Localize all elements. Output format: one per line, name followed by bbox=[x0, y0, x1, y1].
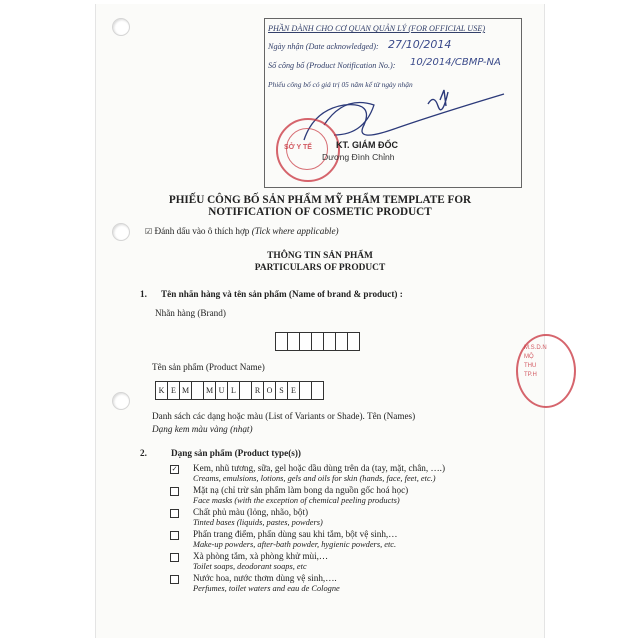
product-type-label-vi: Nước hoa, nước thơm dùng vệ sinh,…. bbox=[193, 573, 337, 583]
product-type-label-vi: Mặt nạ (chỉ trừ sản phẩm làm bong da nguồn gốc hoá học) bbox=[193, 485, 409, 495]
section-header-vi: THÔNG TIN SẢN PHẨM bbox=[267, 251, 373, 261]
product-type-label-en: Creams, emulsions, lotions, gels and oils for skin (hands, face, feet, etc.) bbox=[193, 474, 436, 483]
tick-instruction-vi: Đánh dấu vào ô thích hợp bbox=[154, 226, 250, 236]
product-name-label: Tên sản phẩm (Product Name) bbox=[152, 362, 265, 372]
side-seal bbox=[516, 334, 576, 408]
product-type-checkbox[interactable]: ✓ bbox=[171, 465, 178, 473]
product-cell[interactable]: M bbox=[179, 381, 192, 400]
brand-input-boxes[interactable] bbox=[275, 332, 359, 351]
tick-instruction bbox=[145, 226, 339, 236]
product-cell[interactable]: U bbox=[215, 381, 228, 400]
product-cell[interactable]: E bbox=[287, 381, 300, 400]
product-name-input-boxes[interactable] bbox=[155, 381, 323, 400]
brand-cell[interactable] bbox=[347, 332, 360, 351]
question-1-label: Tên nhãn hàng và tên sản phẩm (Name of brand & product) : bbox=[161, 289, 403, 299]
side-seal-text: THU bbox=[524, 363, 537, 369]
product-cell[interactable]: L bbox=[227, 381, 240, 400]
variants-value: Dạng kem màu vàng (nhạt) bbox=[152, 424, 253, 434]
product-cell[interactable]: S bbox=[275, 381, 288, 400]
punch-hole bbox=[112, 392, 130, 410]
product-cell[interactable]: M bbox=[203, 381, 216, 400]
product-type-label-vi: Phấn trang điểm, phấn dùng sau khi tắm, bột vệ sinh,… bbox=[193, 529, 398, 539]
product-type-label-en: Perfumes, toilet waters and eau de Cologne bbox=[193, 584, 340, 593]
product-type-checkbox[interactable] bbox=[170, 487, 179, 496]
product-cell[interactable] bbox=[311, 381, 324, 400]
product-cell[interactable]: E bbox=[167, 381, 180, 400]
product-type-checkbox[interactable] bbox=[170, 553, 179, 562]
official-use-header: PHẦN DÀNH CHO CƠ QUAN QUẢN LÝ (FOR OFFICIAL USE) bbox=[268, 24, 486, 33]
product-type-label-vi: Kem, nhũ tương, sữa, gel hoặc dầu dùng trên da (tay, mặt, chân, ….) bbox=[193, 463, 446, 473]
punch-hole bbox=[112, 18, 130, 36]
notification-number-label: Số công bố (Product Notification No.): bbox=[268, 61, 396, 70]
product-type-label-en: Make-up powders, after-bath powder, hygienic powders, etc. bbox=[193, 540, 397, 549]
brand-label: Nhãn hàng (Brand) bbox=[155, 308, 226, 318]
product-type-checkbox[interactable] bbox=[170, 509, 179, 518]
question-1-number: 1. bbox=[140, 289, 147, 299]
section-header-en: PARTICULARS OF PRODUCT bbox=[254, 263, 386, 273]
tick-instruction-en: (Tick where applicable) bbox=[251, 226, 339, 236]
notification-number-value: 10/2014/CBMP-NA bbox=[410, 57, 501, 68]
form-title-line2: NOTIFICATION OF COSMETIC PRODUCT bbox=[208, 206, 432, 218]
punch-hole bbox=[112, 223, 130, 241]
product-type-label-en: Toilet soaps, deodorant soaps, etc bbox=[193, 562, 307, 571]
side-seal-text: M.S.D.N bbox=[524, 345, 547, 351]
validity-note: Phiếu công bố có giá trị 05 năm kể từ ngày nhận bbox=[268, 80, 413, 89]
question-2-number: 2. bbox=[140, 448, 147, 458]
product-type-label-vi: Xà phòng tắm, xà phòng khử mùi,… bbox=[193, 551, 329, 561]
official-seal bbox=[276, 118, 340, 182]
product-cell[interactable]: K bbox=[155, 381, 168, 400]
signer-name: Dương Đình Chỉnh bbox=[322, 152, 395, 162]
product-cell[interactable]: R bbox=[251, 381, 264, 400]
checkbox-checked-icon: ☑ bbox=[145, 227, 153, 236]
product-cell[interactable]: O bbox=[263, 381, 276, 400]
product-type-label-vi: Chất phủ màu (lỏng, nhão, bột) bbox=[193, 507, 309, 517]
side-seal-text: MỘ bbox=[524, 354, 534, 360]
seal-text: SỞ Y TẾ bbox=[284, 144, 312, 151]
product-type-label-en: Tinted bases (liquids, pastes, powders) bbox=[193, 518, 323, 527]
variants-label: Danh sách các dạng hoặc màu (List of Variants or Shade). Tên (Names) bbox=[152, 411, 416, 421]
question-2-label: Dạng sản phẩm (Product type(s)) bbox=[171, 448, 301, 458]
side-seal-text: TP.H bbox=[524, 372, 537, 378]
form-title-line1: PHIẾU CÔNG BỐ SẢN PHẨM MỸ PHẨM TEMPLATE FOR bbox=[168, 194, 472, 206]
date-acknowledged-value: 27/10/2014 bbox=[388, 38, 452, 51]
product-type-checkbox[interactable] bbox=[170, 531, 179, 540]
product-type-label-en: Face masks (with the exception of chemical peeling products) bbox=[193, 496, 400, 505]
date-acknowledged-label: Ngày nhận (Date acknowledged): bbox=[268, 42, 379, 51]
signer-title: KT. GIÁM ĐỐC bbox=[336, 140, 398, 150]
product-type-checkbox[interactable] bbox=[170, 575, 179, 584]
